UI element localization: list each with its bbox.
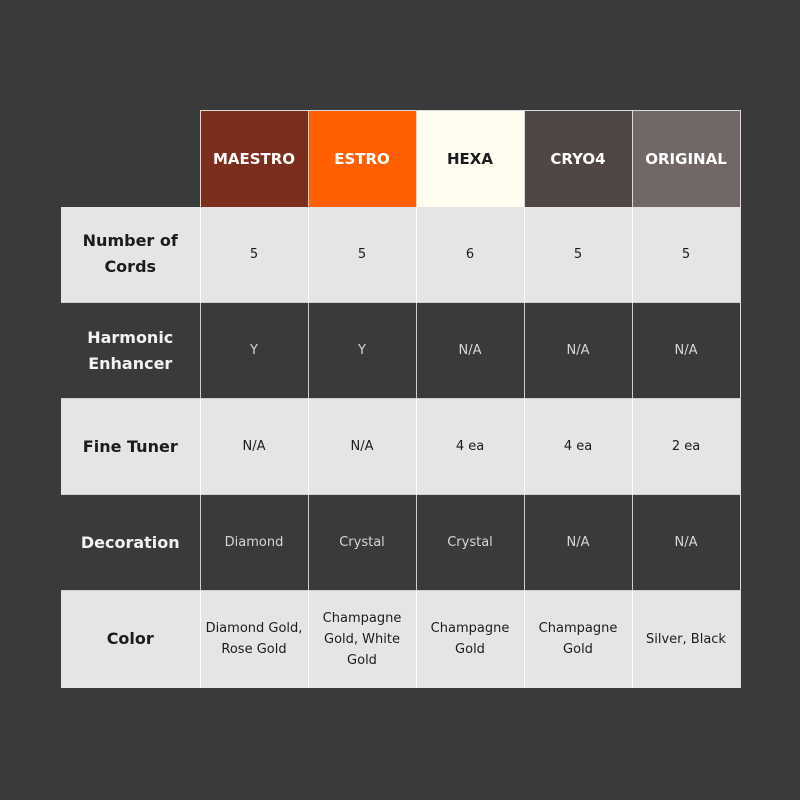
- table-row: [61, 207, 740, 303]
- row-label: Decoration: [61, 495, 200, 591]
- table-cell: N/A: [200, 399, 308, 495]
- row-label: Color: [61, 591, 200, 688]
- table-cell: Diamond: [200, 495, 308, 591]
- column-header-hexa: HEXA: [416, 111, 524, 207]
- row-label: Harmonic Enhancer: [61, 303, 200, 399]
- table-row: [61, 591, 740, 688]
- column-header-estro: ESTRO: [308, 111, 416, 207]
- table-row: [61, 303, 740, 399]
- column-header-cryo4: CRYO4: [524, 111, 632, 207]
- table-cell: 5: [308, 207, 416, 303]
- table-cell: 4 ea: [524, 399, 632, 495]
- header-row: [61, 111, 740, 207]
- table-cell: N/A: [308, 399, 416, 495]
- table-cell: 4 ea: [416, 399, 524, 495]
- table-cell: 5: [200, 207, 308, 303]
- row-label: Fine Tuner: [61, 399, 200, 495]
- table-cell: Crystal: [308, 495, 416, 591]
- table-cell: Crystal: [416, 495, 524, 591]
- table-cell: N/A: [632, 303, 740, 399]
- table-cell: Silver, Black: [632, 591, 740, 688]
- row-label: Number of Cords: [61, 207, 200, 303]
- table-row: [61, 495, 740, 591]
- table-cell: Y: [308, 303, 416, 399]
- corner-cell: [61, 111, 200, 207]
- comparison-table: [61, 110, 741, 688]
- table-cell: Champagne Gold: [524, 591, 632, 688]
- table-body: [61, 207, 740, 688]
- table-cell: 5: [632, 207, 740, 303]
- table-cell: 5: [524, 207, 632, 303]
- table-cell: N/A: [524, 303, 632, 399]
- table-cell: N/A: [632, 495, 740, 591]
- table-cell: N/A: [416, 303, 524, 399]
- table-cell: Champagne Gold: [416, 591, 524, 688]
- table-cell: 2 ea: [632, 399, 740, 495]
- column-header-maestro: MAESTRO: [200, 111, 308, 207]
- table-cell: 6: [416, 207, 524, 303]
- column-header-original: ORIGINAL: [632, 111, 740, 207]
- table-cell: Champagne Gold, White Gold: [308, 591, 416, 688]
- table-cell: Y: [200, 303, 308, 399]
- table-cell: N/A: [524, 495, 632, 591]
- table-cell: Diamond Gold, Rose Gold: [200, 591, 308, 688]
- table-row: [61, 399, 740, 495]
